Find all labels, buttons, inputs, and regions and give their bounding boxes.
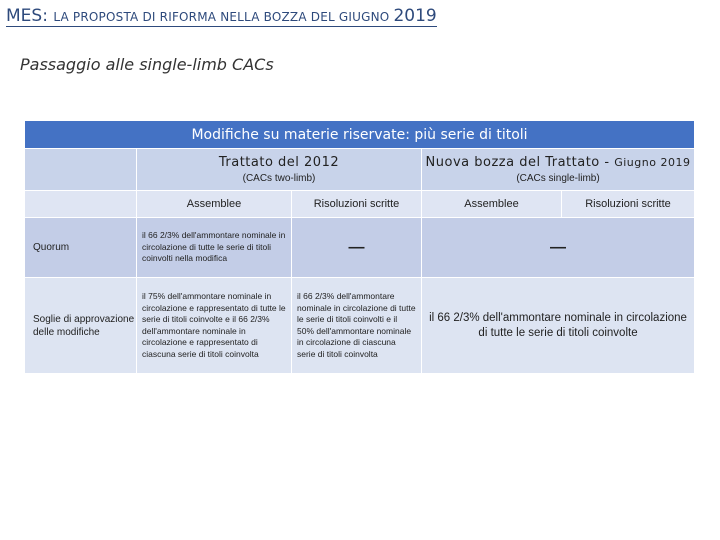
group-2019-title-main: Nuova bozza del Trattato -	[425, 155, 615, 170]
soglie-assemblee-2012: il 75% dell'ammontare nominale in circolazione e rappresentato di tutte le serie di titoli coinvolte e il 66 2/3% dell'ammontare nominale in circolazione e rappresentato di ciascuna serie di titoli coinvolta	[137, 278, 292, 374]
empty-col-header	[25, 191, 137, 218]
group-2019-title-date: Giugno 2019	[614, 156, 691, 169]
col-header-assemblee-2012: Assemblee	[137, 191, 292, 218]
soglie-2019: il 66 2/3% dell'ammontare nominale in circolazione di tutte le serie di titoli coinvolte	[422, 278, 695, 374]
group-2019-header	[422, 149, 695, 191]
row-label-soglie: Soglie di approvazione delle modifiche	[25, 278, 137, 374]
table-caption: Modifiche su materie riservate: più serie di titoli	[25, 121, 695, 149]
comparison-table	[24, 120, 695, 374]
col-header-assemblee-2019: Assemblee	[422, 191, 562, 218]
title-year: 2019	[393, 6, 437, 26]
col-header-risoluzioni-2019: Risoluzioni scritte	[562, 191, 695, 218]
group-2012-sub: (CACs two-limb)	[242, 173, 316, 184]
soglie-risoluzioni-2012: il 66 2/3% dell'ammontare nominale in circolazione di tutte le serie di titoli coinvolti e il 50% dell'ammontare nominale in circolazione di ciascuna serie di titoli coinvolta	[292, 278, 422, 374]
group-2012-header	[137, 149, 422, 191]
quorum-assemblee-2012: il 66 2/3% dell'ammontare nominale in circolazione di tutte le serie di titoli coinvolti nella modifica	[137, 218, 292, 278]
group-2019-sub: (CACs single-limb)	[516, 173, 600, 184]
quorum-2019: —	[422, 218, 695, 278]
group-2019-title	[422, 155, 694, 171]
page-title	[6, 6, 437, 27]
col-header-risoluzioni-2012: Risoluzioni scritte	[292, 191, 422, 218]
table-row	[25, 218, 695, 278]
empty-corner-cell	[25, 149, 137, 191]
title-prefix: MES:	[6, 6, 54, 26]
group-2012-title: Trattato del 2012	[218, 155, 340, 170]
row-label-quorum: Quorum	[25, 218, 137, 278]
page-subtitle: Passaggio alle single-limb CACs	[20, 55, 274, 74]
title-main: LA PROPOSTA DI RIFORMA NELLA BOZZA DEL GIUGNO	[53, 10, 394, 24]
quorum-risoluzioni-2012: —	[292, 218, 422, 278]
table-row	[25, 278, 695, 374]
